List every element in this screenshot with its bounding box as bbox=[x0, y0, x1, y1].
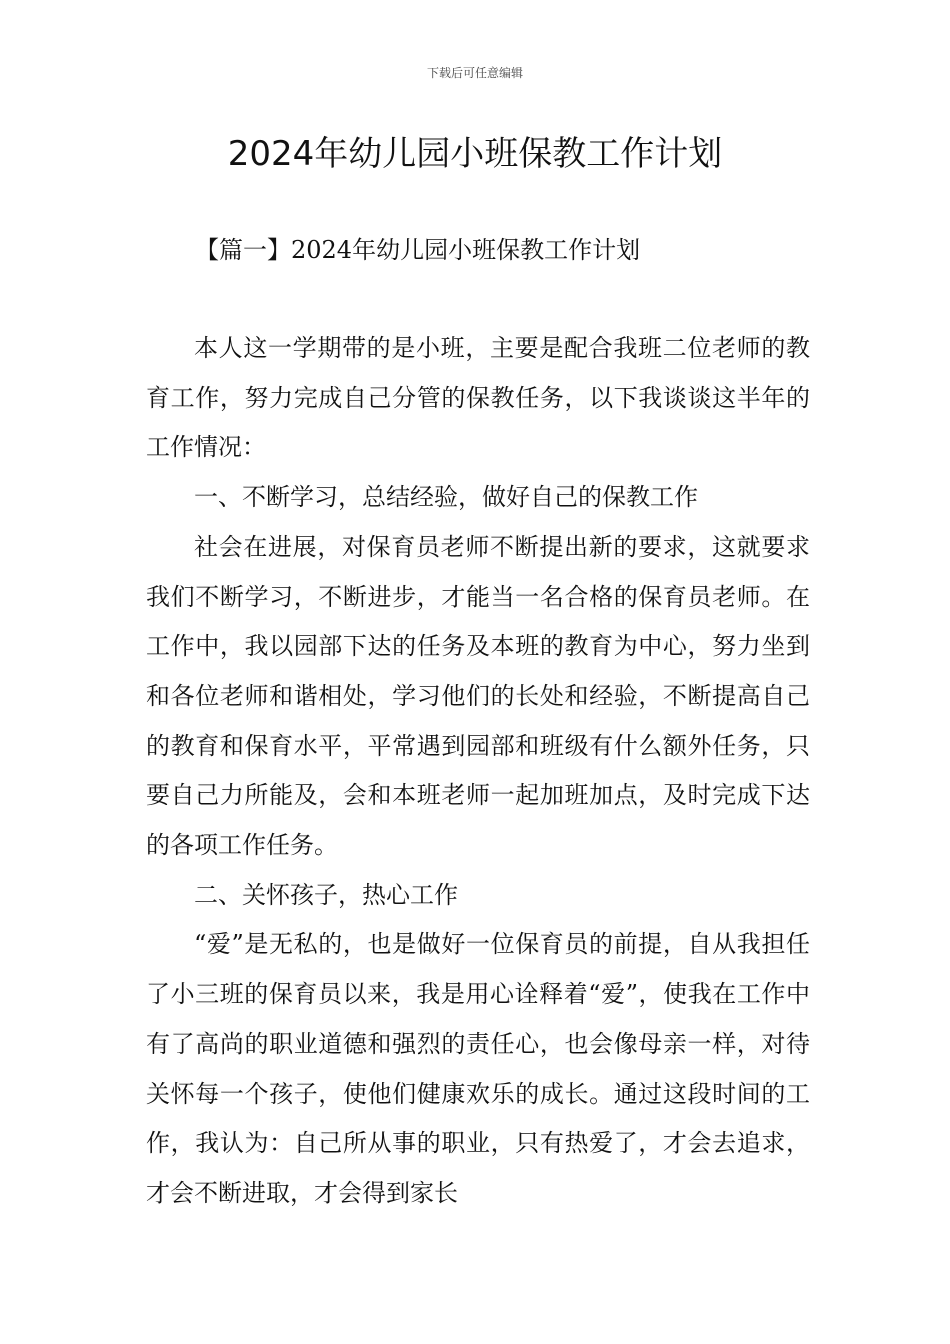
paragraph-care: “爱”是无私的，也是做好一位保育员的前提，自从我担任了小三班的保育员以来，我是用心诠释着“爱”，使我在工作中有了高尚的职业道德和强烈的责任心，也会像母亲一样，对待关怀每一个孩子，使他们健康欢乐的成长。通过这段时间的工作，我认为：自己所从事的职业，只有热爱了，才会去追求，才会不断进取，才会得到家长 bbox=[146, 930, 810, 1207]
paragraph-subheading-1: 一、不断学习，总结经验，做好自己的保教工作 bbox=[194, 483, 698, 512]
download-note: 下载后可任意编辑 bbox=[426, 66, 523, 80]
paragraph-learning: 社会在进展，对保育员老师不断提出新的要求，这就要求我们不断学习，不断进步，才能当一名合格的保育员老师。在工作中，我以园部下达的任务及本班的教育为中心，努力坐到和各位老师和谐相处，学习他们的长处和经验，不断提高自己的教育和保育水平，平常遇到园部和班级有什么额外任务，只要自己力所能及，会和本班老师一起加班加点，及时完成下达的各项工作任务。 bbox=[146, 532, 810, 860]
paragraph-intro: 本人这一学期带的是小班，主要是配合我班二位老师的教育工作，努力完成自己分管的保教任务，以下我谈谈这半年的工作情况： bbox=[146, 334, 810, 462]
paragraph-subheading-2: 二、关怀孩子，热心工作 bbox=[194, 880, 458, 909]
document-title: 2024年幼儿园小班保教工作计划 bbox=[227, 134, 723, 174]
body-text bbox=[146, 324, 810, 1219]
section-heading: 【篇一】2024年幼儿园小班保教工作计划 bbox=[195, 236, 641, 264]
